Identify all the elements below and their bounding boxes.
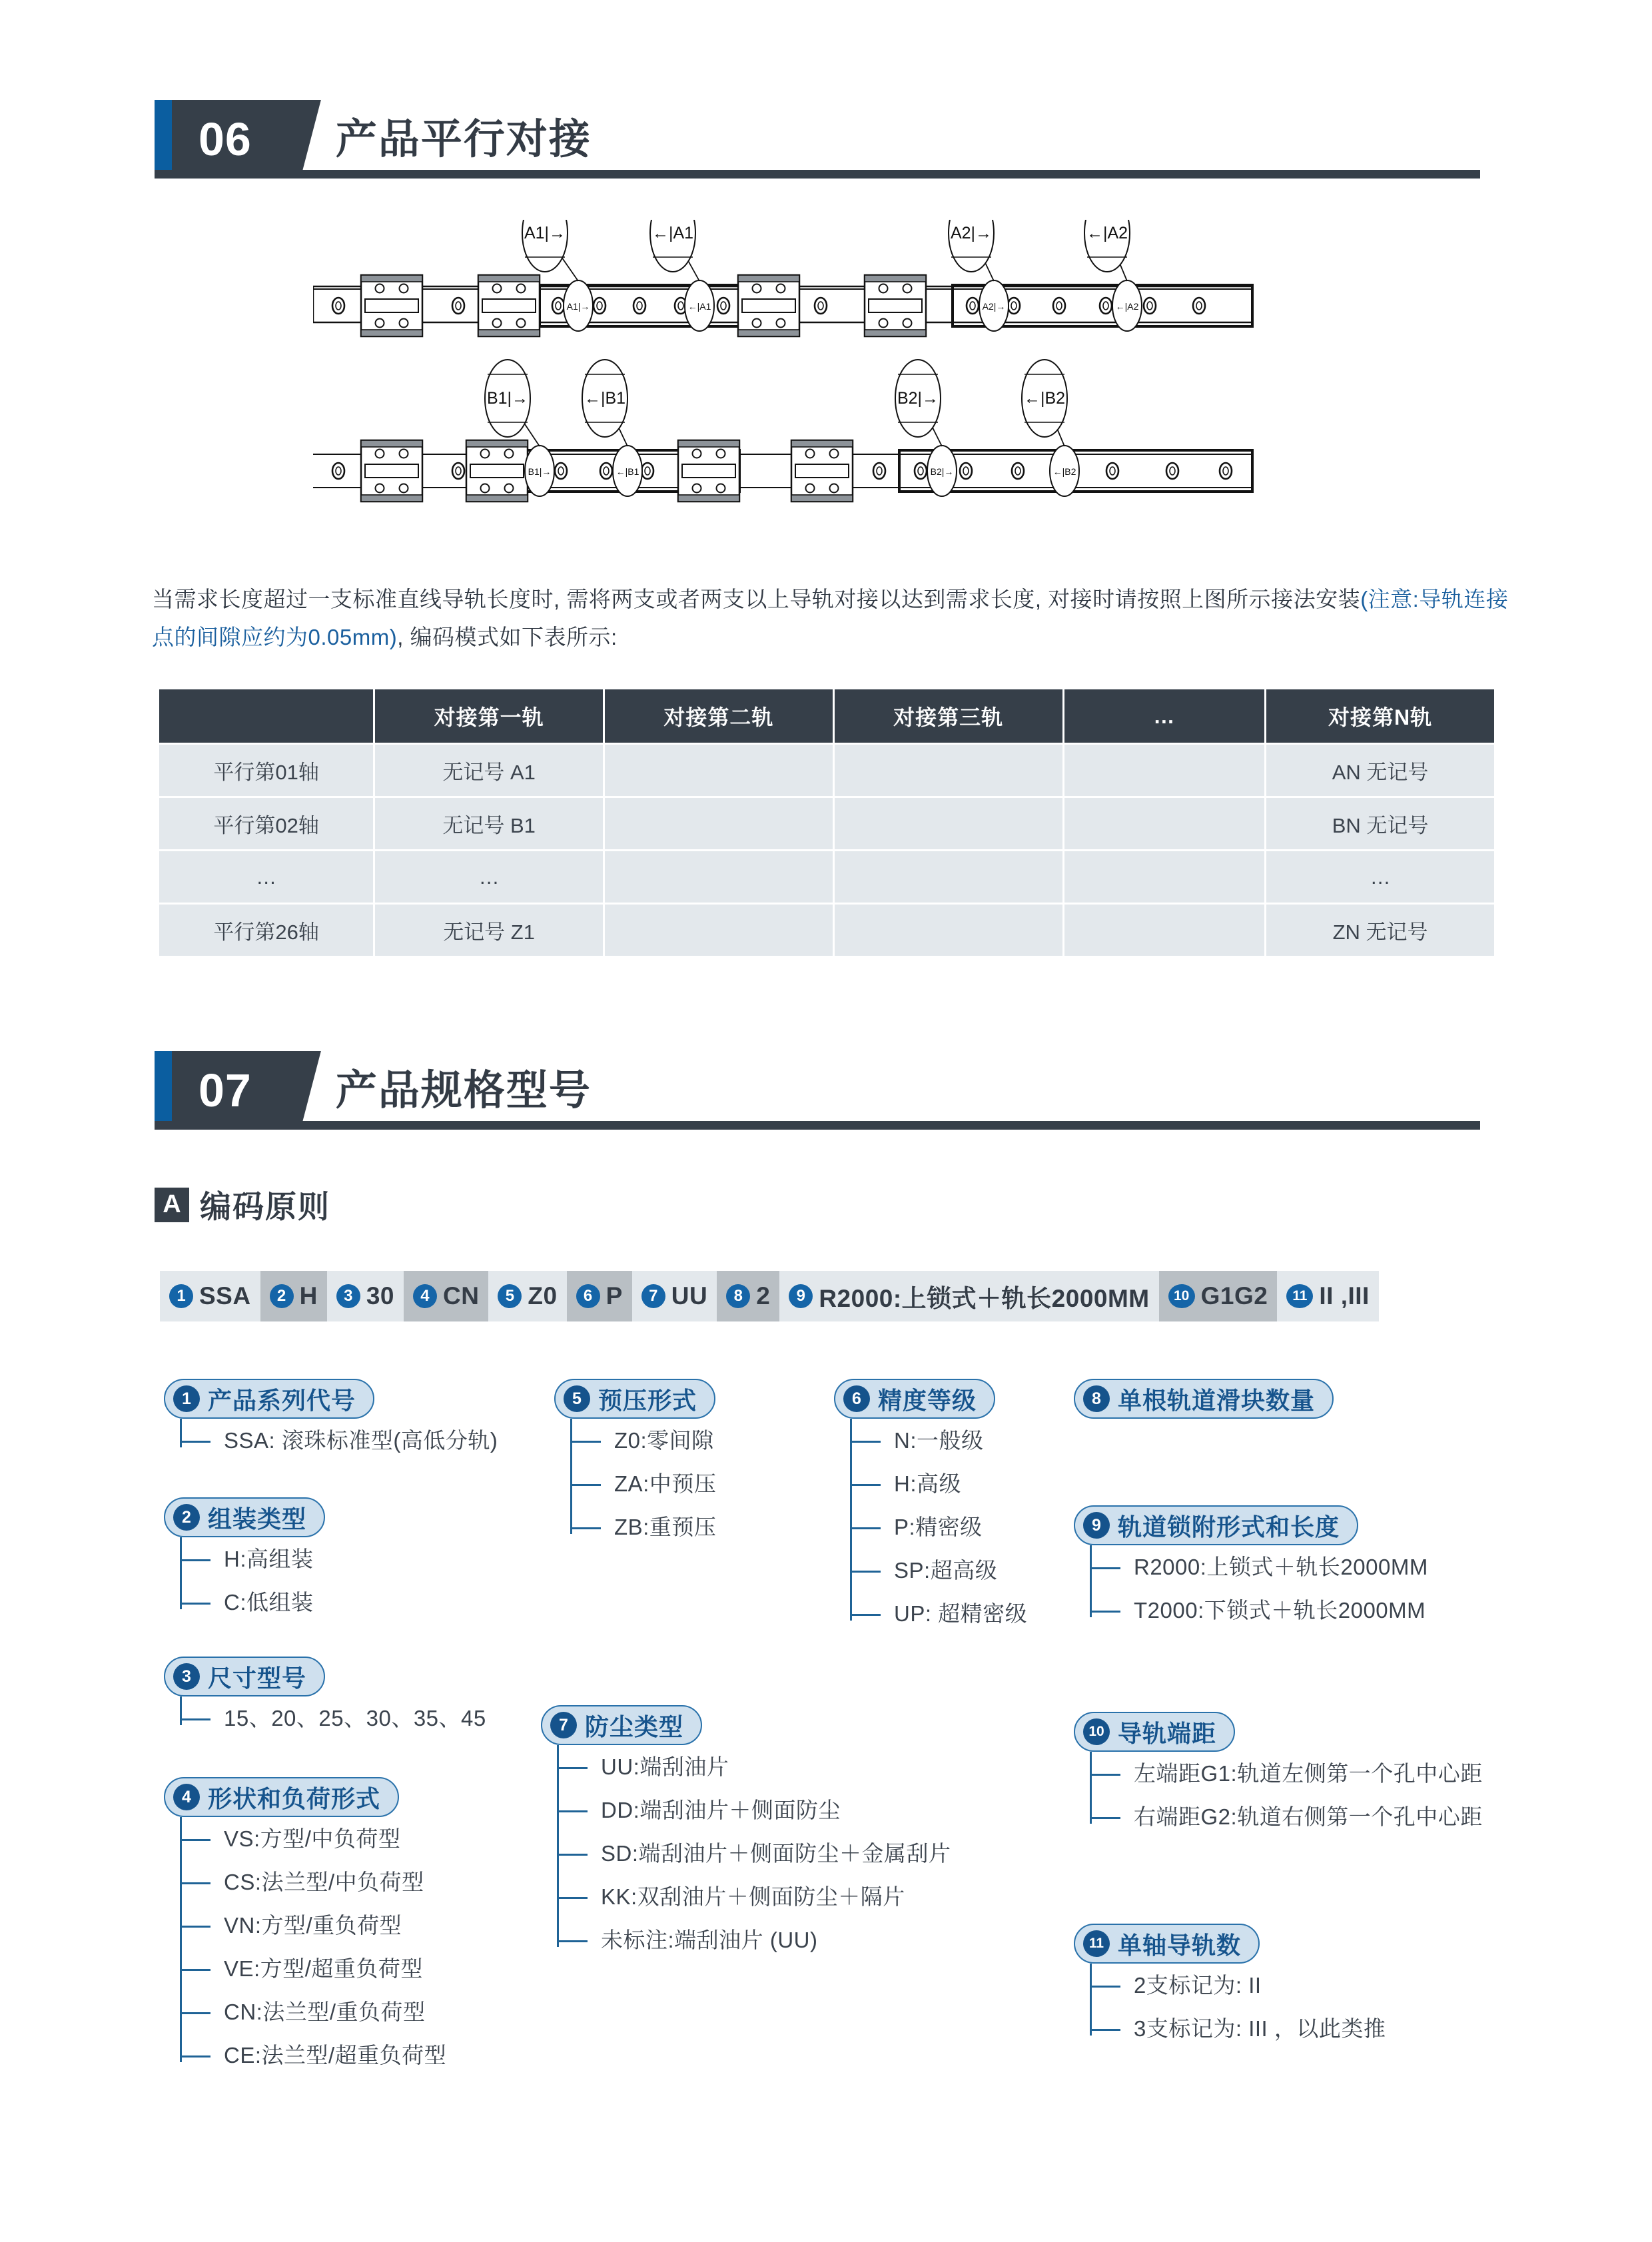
legend-pill-title: 单根轨道滑块数量	[1118, 1386, 1316, 1414]
table-header-row	[159, 689, 1494, 743]
table-cell	[605, 798, 833, 849]
table-cell	[835, 745, 1062, 796]
code-number-badge: 3	[336, 1284, 360, 1308]
legend-item: R2000:上锁式＋轨长2000MM	[1134, 1545, 1428, 1589]
code-number-badge: 2	[270, 1284, 294, 1308]
banner-wedge	[274, 100, 321, 179]
rail-assembly-drawing	[313, 220, 1259, 526]
table-header-cell: 对接第三轨	[835, 689, 1062, 743]
code-number-badge: 5	[498, 1284, 522, 1308]
legend-item: 15、20、25、30、35、45	[224, 1696, 486, 1740]
subsection-badge: A	[155, 1188, 189, 1222]
legend-item: C:低组装	[224, 1581, 325, 1624]
legend-item: VE:方型/超重负荷型	[224, 1947, 446, 1990]
section-banner-06	[155, 100, 592, 179]
svg-text:B1|→: B1|→	[486, 389, 529, 408]
code-segment-text: P	[606, 1282, 623, 1309]
code-segment-7[interactable]	[632, 1271, 717, 1321]
code-number-badge: 10	[1168, 1284, 1195, 1308]
callout-b1-left	[485, 360, 530, 437]
legend-number-badge: 1	[173, 1385, 200, 1412]
table-cell	[1064, 798, 1265, 849]
legend-pill-7[interactable]	[541, 1705, 702, 1745]
banner-accent-bar	[155, 1051, 172, 1130]
rail-mark-b1-left	[525, 446, 554, 496]
code-number-badge: 7	[641, 1284, 665, 1308]
code-segment-5[interactable]	[488, 1271, 566, 1321]
code-segment-10[interactable]	[1159, 1271, 1278, 1321]
code-number-badge: 4	[413, 1284, 437, 1308]
legend-items-1	[180, 1419, 498, 1462]
legend-item: 未标注:端刮油片 (UU)	[601, 1918, 951, 1962]
legend-number-badge: 8	[1083, 1385, 1110, 1412]
legend-item: 左端距G1:轨道左侧第一个孔中心距	[1134, 1752, 1483, 1795]
code-segment-text: R2000:上锁式＋轨长2000MM	[819, 1285, 1150, 1312]
code-number-badge: 1	[169, 1284, 193, 1308]
table-cell: …	[1266, 851, 1494, 903]
legend-group-11	[1074, 1924, 1386, 2050]
legend-items-2	[180, 1537, 325, 1624]
legend-pill-10[interactable]	[1074, 1712, 1235, 1752]
code-segment-text: G1G2	[1200, 1282, 1268, 1309]
table-cell	[605, 905, 833, 956]
svg-text:←|B2: ←|B2	[1052, 466, 1076, 477]
table-cell: AN 无记号	[1266, 745, 1494, 796]
svg-text:←|A1: ←|A1	[651, 224, 694, 242]
code-segment-text: Z0	[528, 1282, 558, 1309]
legend-items-6	[850, 1419, 1027, 1635]
legend-items-3	[180, 1696, 486, 1740]
code-number-badge: 8	[726, 1284, 750, 1308]
table-header-cell: 对接第二轨	[605, 689, 833, 743]
section-number-07: 07	[172, 1051, 274, 1130]
legend-group-1	[164, 1379, 498, 1462]
legend-number-badge: 10	[1083, 1718, 1110, 1745]
banner-accent-bar	[155, 100, 172, 179]
table-cell: ZN 无记号	[1266, 905, 1494, 956]
legend-item: Z0:零间隙	[614, 1419, 716, 1462]
legend-pill-11[interactable]	[1074, 1924, 1260, 1964]
banner-wedge	[274, 1051, 321, 1130]
legend-item: 右端距G2:轨道右侧第一个孔中心距	[1134, 1795, 1483, 1838]
table-cell	[835, 851, 1062, 903]
subsection-heading-a	[155, 1182, 330, 1227]
legend-pill-6[interactable]	[834, 1379, 995, 1419]
legend-number-badge: 5	[564, 1385, 590, 1412]
legend-pill-title: 产品系列代号	[208, 1386, 356, 1414]
legend-item: N:一般级	[894, 1419, 1027, 1462]
legend-items-11	[1090, 1964, 1386, 2050]
svg-text:←|B2: ←|B2	[1023, 389, 1066, 408]
code-segment-3[interactable]	[327, 1271, 404, 1321]
legend-group-6	[834, 1379, 1027, 1635]
table-cell	[605, 851, 833, 903]
legend-item: ZB:重预压	[614, 1505, 716, 1549]
legend-item: CN:法兰型/重负荷型	[224, 1990, 446, 2034]
code-segment-11[interactable]	[1277, 1271, 1378, 1321]
table-cell	[1064, 745, 1265, 796]
code-number-badge: 6	[576, 1284, 600, 1308]
rail-drawing-svg	[313, 220, 1259, 526]
legend-group-10	[1074, 1712, 1483, 1838]
code-segment-4[interactable]	[404, 1271, 488, 1321]
legend-pill-9[interactable]	[1074, 1505, 1358, 1545]
table-cell: 无记号 B1	[375, 798, 603, 849]
callout-a2-right	[1084, 220, 1130, 272]
svg-text:B2|→: B2|→	[897, 389, 939, 408]
code-number-badge: 9	[789, 1284, 813, 1308]
legend-item: KK:双刮油片＋侧面防尘＋隔片	[601, 1875, 951, 1918]
table-header-cell	[159, 689, 373, 743]
legend-item: CS:法兰型/中负荷型	[224, 1860, 446, 1904]
legend-pill-title: 预压形式	[598, 1386, 697, 1414]
svg-text:B2|→: B2|→	[930, 466, 954, 477]
rail-mark-b2-right	[1050, 446, 1079, 496]
legend-item: ZA:中预压	[614, 1462, 716, 1505]
section-title-07: 产品规格型号	[335, 1067, 592, 1114]
callout-b1-right	[582, 360, 627, 437]
legend-pill-2[interactable]	[164, 1497, 325, 1537]
svg-text:←|A2: ←|A2	[1086, 224, 1128, 242]
rail-mark-a2-right	[1112, 280, 1142, 331]
legend-pill-title: 形状和负荷形式	[208, 1784, 381, 1812]
rail-mark-a2-left	[979, 280, 1009, 331]
legend-pill-4[interactable]	[164, 1777, 399, 1817]
legend-items-5	[570, 1419, 716, 1549]
legend-group-3	[164, 1657, 486, 1740]
intro-paragraph	[152, 581, 1511, 657]
legend-pill-8[interactable]	[1074, 1379, 1334, 1419]
code-segment-text: UU	[671, 1282, 708, 1309]
legend-item: VN:方型/重负荷型	[224, 1904, 446, 1947]
legend-number-badge: 6	[843, 1385, 870, 1412]
legend-item: UU:端刮油片	[601, 1745, 951, 1788]
rail-row-b	[313, 360, 1252, 502]
legend-group-2	[164, 1497, 325, 1624]
table-header-cell: 对接第一轨	[375, 689, 603, 743]
rail-mark-a1-left	[564, 280, 593, 331]
table-cell	[835, 905, 1062, 956]
svg-text:A1|→: A1|→	[524, 224, 566, 242]
legend-group-5	[554, 1379, 716, 1549]
legend-item: H:高级	[894, 1462, 1027, 1505]
callout-a2-left	[949, 220, 994, 272]
legend-pill-title: 组装类型	[208, 1505, 307, 1533]
table-row	[159, 905, 1494, 956]
table-row	[159, 798, 1494, 849]
banner-rule-06	[155, 170, 1480, 179]
table-cell	[1064, 905, 1265, 956]
legend-pill-title: 导轨端距	[1118, 1719, 1217, 1747]
callout-b2-left	[895, 360, 941, 437]
table-cell	[835, 798, 1062, 849]
legend-pill-5[interactable]	[554, 1379, 715, 1419]
subsection-title: 编码原则	[200, 1189, 330, 1224]
svg-text:A1|→: A1|→	[566, 301, 590, 312]
legend-items-9	[1090, 1545, 1428, 1632]
legend-pill-title: 精度等级	[878, 1386, 977, 1414]
table-header-cell: …	[1064, 689, 1265, 743]
code-segment-2[interactable]	[260, 1271, 327, 1321]
legend-number-badge: 4	[173, 1784, 200, 1810]
section-number-06: 06	[172, 100, 274, 179]
rail-mark-a1-right	[685, 280, 714, 331]
code-segment-text: CN	[442, 1282, 480, 1309]
legend-item: UP: 超精密级	[894, 1592, 1027, 1635]
legend-pill-title: 尺寸型号	[208, 1664, 307, 1692]
callout-a1-right	[650, 220, 695, 272]
table-row	[159, 745, 1494, 796]
legend-group-7	[541, 1705, 951, 1962]
table-header-cell: 对接第N轨	[1266, 689, 1494, 743]
legend-item: SD:端刮油片＋侧面防尘＋金属刮片	[601, 1832, 951, 1875]
code-segment-8[interactable]	[717, 1271, 779, 1321]
legend-pill-1[interactable]	[164, 1379, 374, 1419]
legend-pill-title: 轨道锁附形式和长度	[1118, 1513, 1340, 1541]
table-cell: …	[375, 851, 603, 903]
table-row	[159, 851, 1494, 903]
code-segment-1[interactable]	[160, 1271, 260, 1321]
table-cell: 平行第26轴	[159, 905, 373, 956]
legend-item: H:高组装	[224, 1537, 325, 1581]
legend-item: P:精密级	[894, 1505, 1027, 1549]
legend-item: SP:超高级	[894, 1549, 1027, 1592]
code-segment-9[interactable]	[779, 1271, 1158, 1321]
code-number-badge: 11	[1286, 1284, 1313, 1308]
legend-items-10	[1090, 1752, 1483, 1838]
paragraph-part-2: , 编码模式如下表所示:	[397, 624, 618, 649]
legend-pill-title: 单轴导轨数	[1118, 1931, 1242, 1959]
code-segment-text: 30	[366, 1282, 394, 1309]
code-segment-text: 2	[756, 1282, 771, 1309]
svg-text:A2|→: A2|→	[982, 301, 1006, 312]
callout-b2-right	[1022, 360, 1067, 437]
code-segment-6[interactable]	[567, 1271, 632, 1321]
model-code-bar	[160, 1271, 1379, 1321]
paragraph-highlight-note: (注意:导轨连接点的间隙应约为0.05mm)	[152, 587, 1509, 649]
legend-number-badge: 7	[550, 1712, 577, 1738]
svg-text:←|B1: ←|B1	[584, 389, 626, 408]
code-segment-text: SSA	[199, 1282, 251, 1309]
rail-row-a	[313, 220, 1259, 336]
table-cell	[1064, 851, 1265, 903]
callout-a1-left	[522, 220, 568, 272]
legend-item: 2支标记为: II	[1134, 1964, 1386, 2007]
table-cell: …	[159, 851, 373, 903]
legend-number-badge: 3	[173, 1663, 200, 1690]
legend-item: SSA: 滚珠标准型(高低分轨)	[224, 1419, 498, 1462]
banner-rule-07	[155, 1121, 1480, 1130]
table-cell: 平行第02轴	[159, 798, 373, 849]
svg-text:←|B1: ←|B1	[616, 466, 639, 477]
svg-text:B1|→: B1|→	[528, 466, 552, 477]
table-cell: 无记号 Z1	[375, 905, 603, 956]
legend-item: VS:方型/中负荷型	[224, 1817, 446, 1860]
paragraph-part-1: 当需求长度超过一支标准直线导轨长度时, 需将两支或者两支以上导轨对接以达到需求长度, 对接时请按照上图所示接法安装	[152, 587, 1361, 611]
table-cell: 无记号 A1	[375, 745, 603, 796]
legend-items-4	[180, 1817, 446, 2077]
legend-group-4	[164, 1777, 446, 2077]
legend-item: CE:法兰型/超重负荷型	[224, 2034, 446, 2077]
table-cell: BN 无记号	[1266, 798, 1494, 849]
svg-text:←|A2: ←|A2	[1115, 301, 1139, 312]
legend-number-badge: 2	[173, 1504, 200, 1531]
section-title-06: 产品平行对接	[335, 116, 592, 163]
code-segment-text: II ,III	[1319, 1282, 1370, 1309]
table-cell: 平行第01轴	[159, 745, 373, 796]
legend-item: 3支标记为: III ，以此类推	[1134, 2007, 1386, 2050]
legend-item: DD:端刮油片＋侧面防尘	[601, 1788, 951, 1832]
legend-item: T2000:下锁式＋轨长2000MM	[1134, 1589, 1428, 1632]
rail-mark-b2-left	[927, 446, 957, 496]
table-cell	[605, 745, 833, 796]
code-segment-text: H	[299, 1282, 318, 1309]
legend-group-9	[1074, 1505, 1428, 1632]
legend-number-badge: 9	[1083, 1512, 1110, 1539]
legend-number-badge: 11	[1083, 1930, 1110, 1957]
section-banner-07	[155, 1051, 592, 1130]
svg-text:A2|→: A2|→	[950, 224, 993, 242]
legend-pill-3[interactable]	[164, 1657, 325, 1696]
rail-mark-b1-right	[613, 446, 642, 496]
svg-text:←|A1: ←|A1	[687, 301, 711, 312]
legend-group-8	[1074, 1379, 1334, 1419]
docking-code-table	[157, 687, 1496, 958]
legend-items-7	[557, 1745, 951, 1962]
legend-pill-title: 防尘类型	[585, 1712, 684, 1740]
